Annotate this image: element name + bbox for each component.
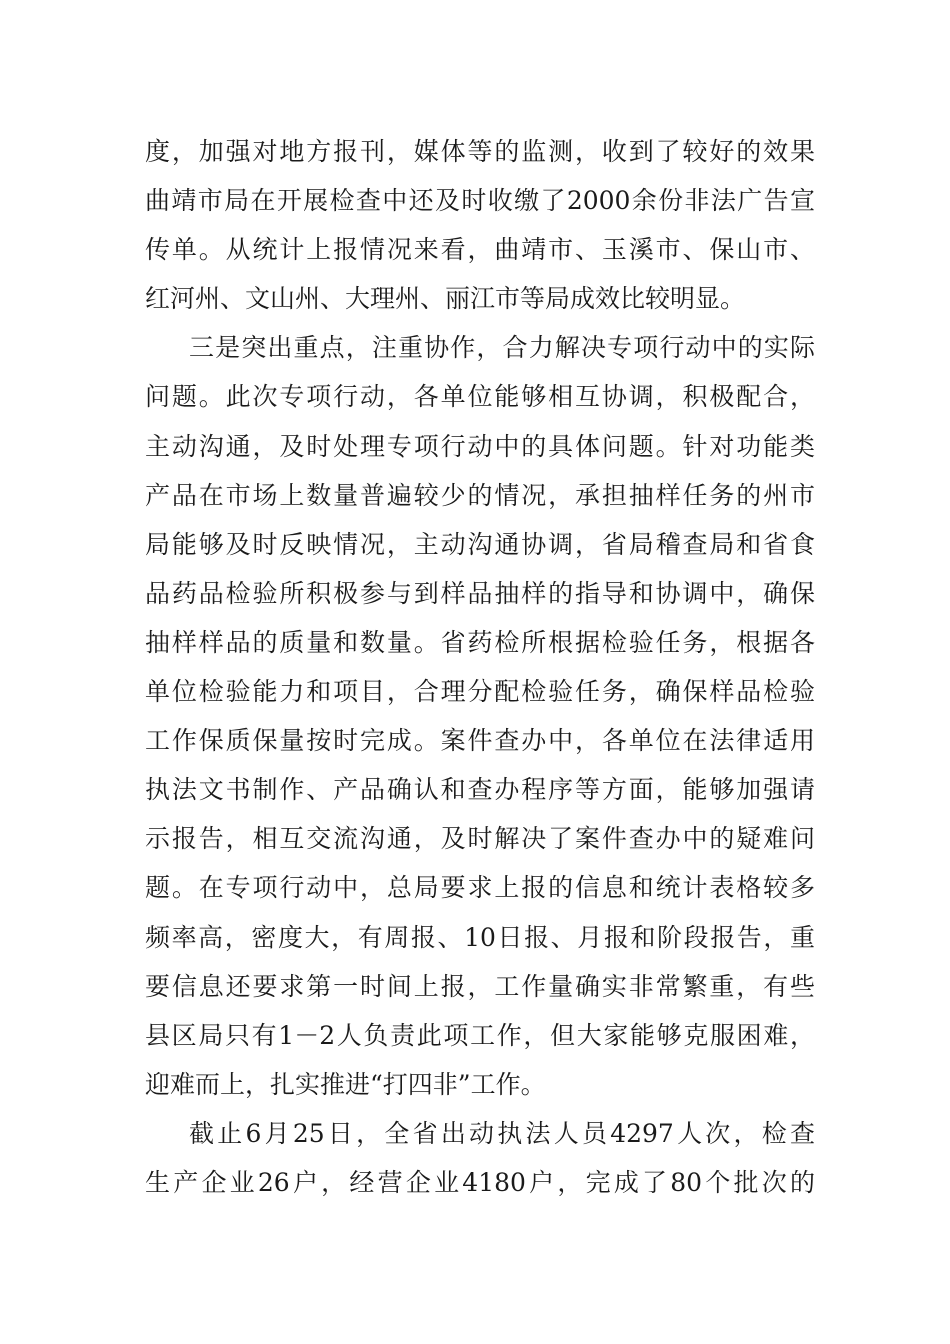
text-line: 生产企业26户，经营企业4180户，完成了80个批次的 [145, 1167, 815, 1197]
body-text [145, 127, 815, 1207]
text-line: 问题。此次专项行动，各单位能够相互协调，积极配合， [145, 382, 815, 412]
text-line: 红河州、文山州、大理州、丽江市等局成效比较明显。 [145, 284, 746, 314]
text-line: 品药品检验所积极参与到样品抽样的指导和协调中，确保 [145, 578, 815, 608]
paragraph-start-line: 三是突出重点，注重协作，合力解决专项行动中的实际 [189, 333, 815, 363]
text-line: 要信息还要求第一时间上报，工作量确实非常繁重，有些 [145, 971, 815, 1001]
text-line: 题。在专项行动中，总局要求上报的信息和统计表格较多 [145, 873, 815, 903]
paragraph-start-line: 截止6月25日，全省出动执法人员4297人次，检查 [189, 1118, 815, 1148]
text-line: 频率高，密度大，有周报、10日报、月报和阶段报告，重 [145, 922, 815, 952]
text-line: 局能够及时反映情况，主动沟通协调，省局稽查局和省食 [145, 529, 815, 559]
text-line: 度，加强对地方报刊，媒体等的监测，收到了较好的效果 [145, 137, 815, 166]
text-line: 抽样样品的质量和数量。省药检所根据检验任务，根据各 [145, 627, 815, 657]
text-line: 执法文书制作、产品确认和查办程序等方面，能够加强请 [145, 775, 815, 805]
text-line: 单位检验能力和项目，合理分配检验任务，确保样品检验 [145, 677, 815, 707]
text-line: 迎难而上，扎实推进“打四非”工作。 [145, 1069, 546, 1099]
text-line: 示报告，相互交流沟通，及时解决了案件查办中的疑难问 [145, 824, 815, 854]
text-line: 主动沟通，及时处理专项行动中的具体问题。针对功能类 [145, 431, 815, 461]
text-line: 产品在市场上数量普遍较少的情况，承担抽样任务的州市 [145, 480, 815, 510]
text-line: 传单。从统计上报情况来看，曲靖市、玉溪市、保山市、 [145, 235, 815, 265]
text-line: 县区局只有1－2人负责此项工作，但大家能够克服困难， [145, 1020, 815, 1050]
text-line: 工作保质保量按时完成。案件查办中，各单位在法律适用 [145, 726, 815, 756]
text-line: 曲靖市局在开展检查中还及时收缴了2000余份非法广告宣 [145, 186, 815, 216]
